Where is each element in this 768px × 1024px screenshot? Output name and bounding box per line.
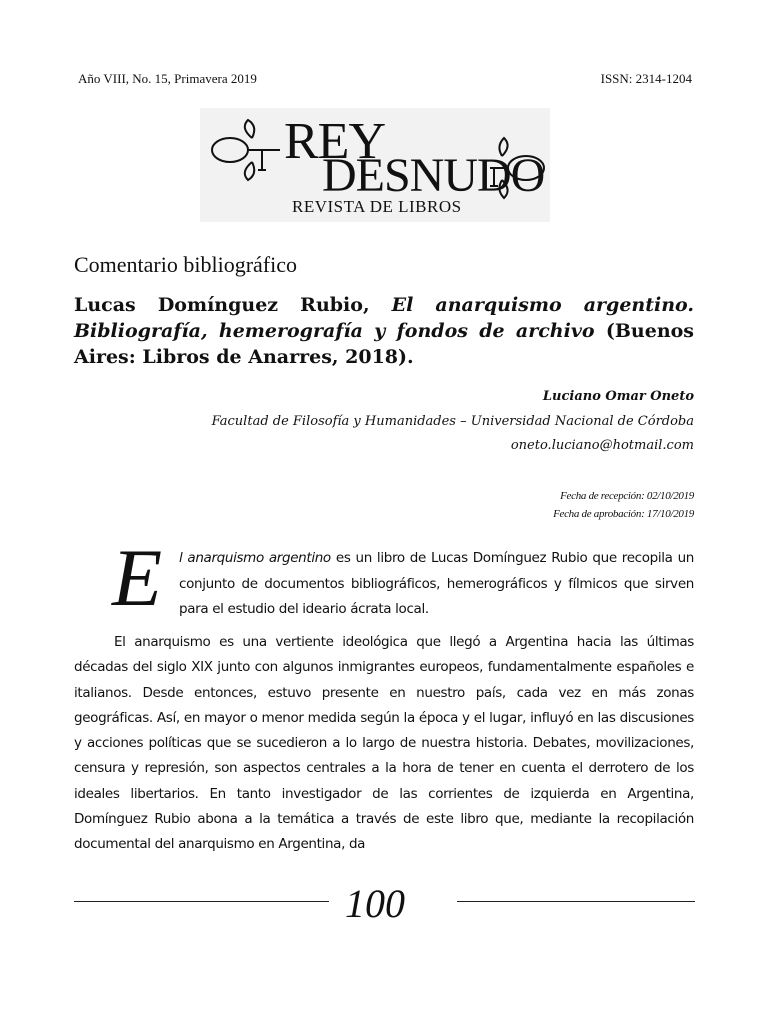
logo-subtitle: REVISTA DE LIBROS — [292, 197, 462, 216]
first-rest: es un libro de Lucas Domínguez Rubio que recopila un conjunto de documentos bibliográficos, hemerográficos y fílmicos que sirven para el estudio del ideario ácrata local. — [179, 550, 694, 617]
section-title: Comentario bibliográfico — [74, 252, 297, 277]
drop-cap: E — [112, 532, 163, 623]
logo-word-desnudo: DESNUDO — [322, 149, 545, 202]
page-number: 100 — [345, 881, 405, 926]
reviewer-email[interactable]: oneto.luciano@hotmail.com — [510, 438, 694, 453]
footer-rule-right — [457, 901, 695, 902]
title-book: El anarquismo argentino. Bibliografía, hemerografía y fondos de archivo — [74, 294, 694, 342]
logo-word-rey: REY — [284, 113, 385, 170]
reviewer-name: Luciano Omar Oneto — [542, 389, 694, 404]
first-italic: l anarquismo argentino — [179, 550, 331, 566]
issue-info: Año VIII, No. 15, Primavera 2019 — [78, 71, 257, 86]
title-publisher: (Buenos Aires: Libros de Anarres, 2018). — [74, 320, 694, 368]
title-author: Lucas Domínguez Rubio, — [74, 294, 392, 316]
reviewer-affiliation: Facultad de Filosofía y Humanidades – Universidad Nacional de Córdoba — [211, 414, 694, 429]
footer-rule-left — [74, 901, 329, 902]
received-date: Fecha de recepción: 02/10/2019 — [560, 490, 694, 502]
body-paragraph: El anarquismo es una vertiente ideológica que llegó a Argentina hacia las últimas décadas del siglo XIX junto con algunos inmigrantes europeos, fundamentalmente españoles e italianos. Desde entonces, estuvo presente en nuestro país, cada vez en más zonas geográficas. Así, en mayor o menor medida según la época y el lugar, influyó en las discusiones y acciones políticas que se sucedieron a lo largo de nuestra historia. Debates, movilizaciones, censura y represión, son aspectos centrales a la hora de tener en cuenta el derrotero de los ideales libertarios. En tanto investigador de las corrientes de izquierda en Argentina, Domínguez Rubio abona a la temática a través de este libro que, mediante la recopilación documental del anarquismo en Argentina, da — [74, 634, 694, 853]
article-title — [74, 292, 694, 370]
issn: ISSN: 2314-1204 — [600, 71, 692, 86]
first-paragraph — [179, 546, 694, 623]
journal-logo — [200, 108, 550, 222]
approved-date: Fecha de aprobación: 17/10/2019 — [553, 508, 694, 520]
